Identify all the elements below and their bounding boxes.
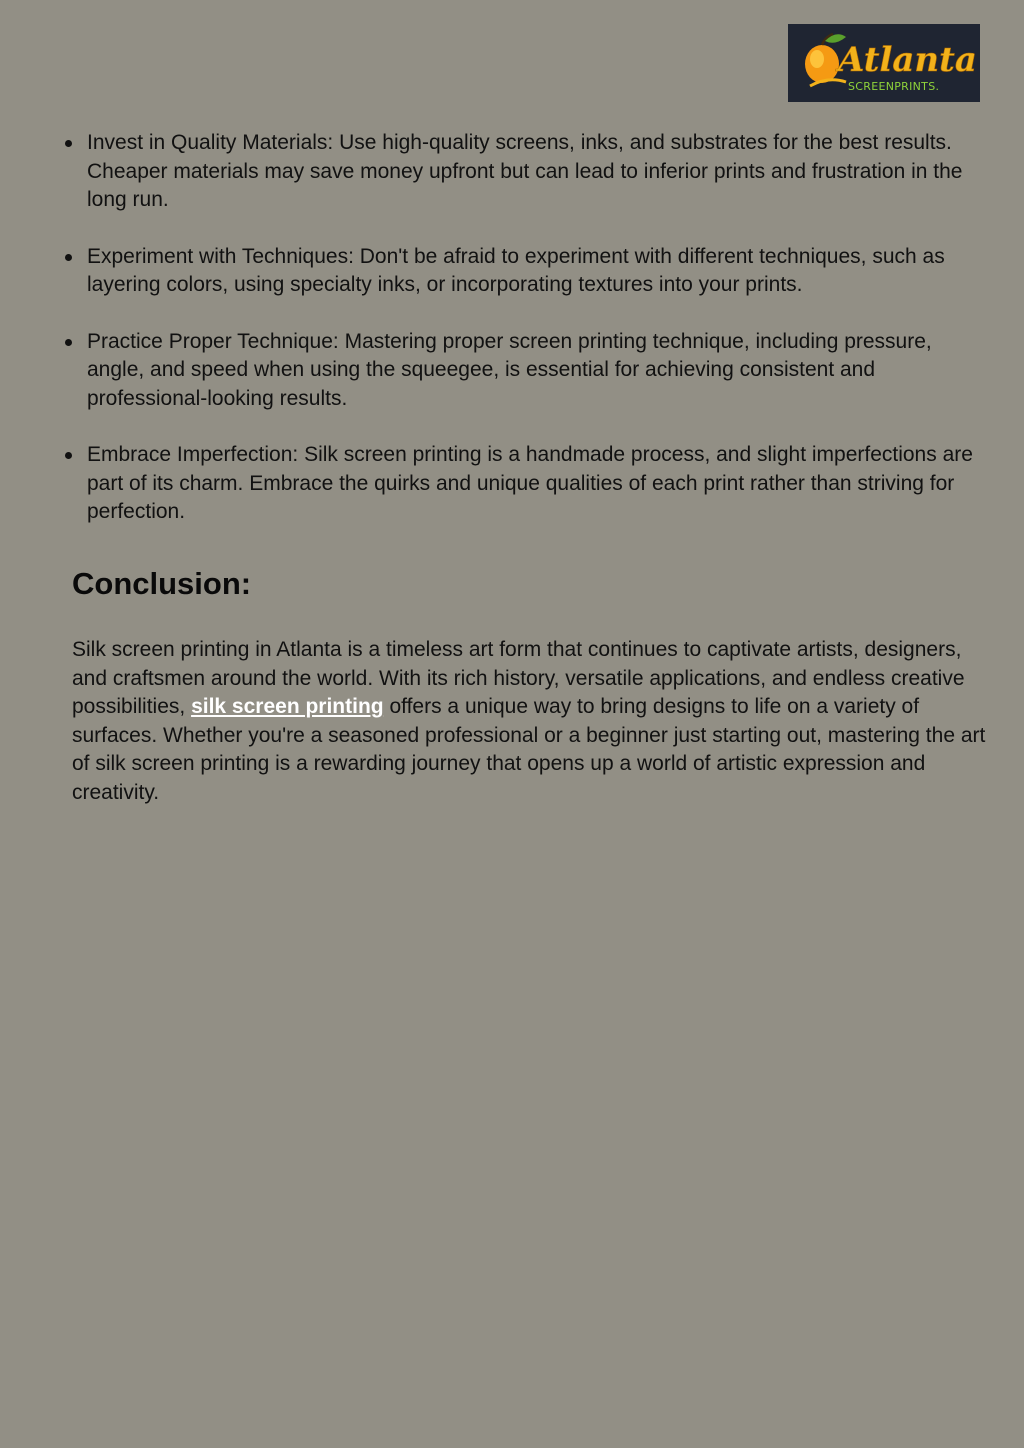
conclusion-heading: Conclusion:	[72, 566, 252, 601]
conclusion-text-before-link: Silk screen printing in Atlanta is a timeless art form that continues to captivate artists, designers, and craftsmen around the world. With its rich history, versatile applications, and endless creative possibilities,	[72, 638, 965, 718]
logo-script-text: Atlanta	[838, 40, 977, 80]
tip-item: Embrace Imperfection: Silk screen printing is a handmade process, and slight imperfections are part of its charm. Embrace the quirks and unique qualities of each print rather than striving for perfection.	[87, 441, 987, 527]
tip-item: Practice Proper Technique: Mastering proper screen printing technique, including pressure, angle, and speed when using the squeegee, is essential for achieving consistent and professional-looking results.	[87, 328, 987, 414]
atlanta-screenprints-logo	[788, 24, 980, 102]
tip-item: Invest in Quality Materials: Use high-quality screens, inks, and substrates for the best results. Cheaper materials may save money upfront but can lead to inferior prints and frustration in the long run.	[87, 129, 987, 215]
silk-screen-printing-link[interactable]: silk screen printing	[191, 695, 384, 718]
conclusion-paragraph	[72, 636, 987, 807]
tip-item: Experiment with Techniques: Don't be afraid to experiment with different techniques, such as layering colors, using specialty inks, or incorporating textures into your prints.	[87, 243, 987, 300]
tips-list	[87, 129, 987, 555]
conclusion-text-after-link: offers a unique way to bring designs to life on a variety of surfaces. Whether you're a seasoned professional or a beginner just starting out, mastering the art of silk screen printing is a rewarding journey that opens up a world of artistic expression and creativity.	[72, 695, 986, 804]
logo-sub-text: SCREENPRINTS.	[848, 80, 940, 93]
